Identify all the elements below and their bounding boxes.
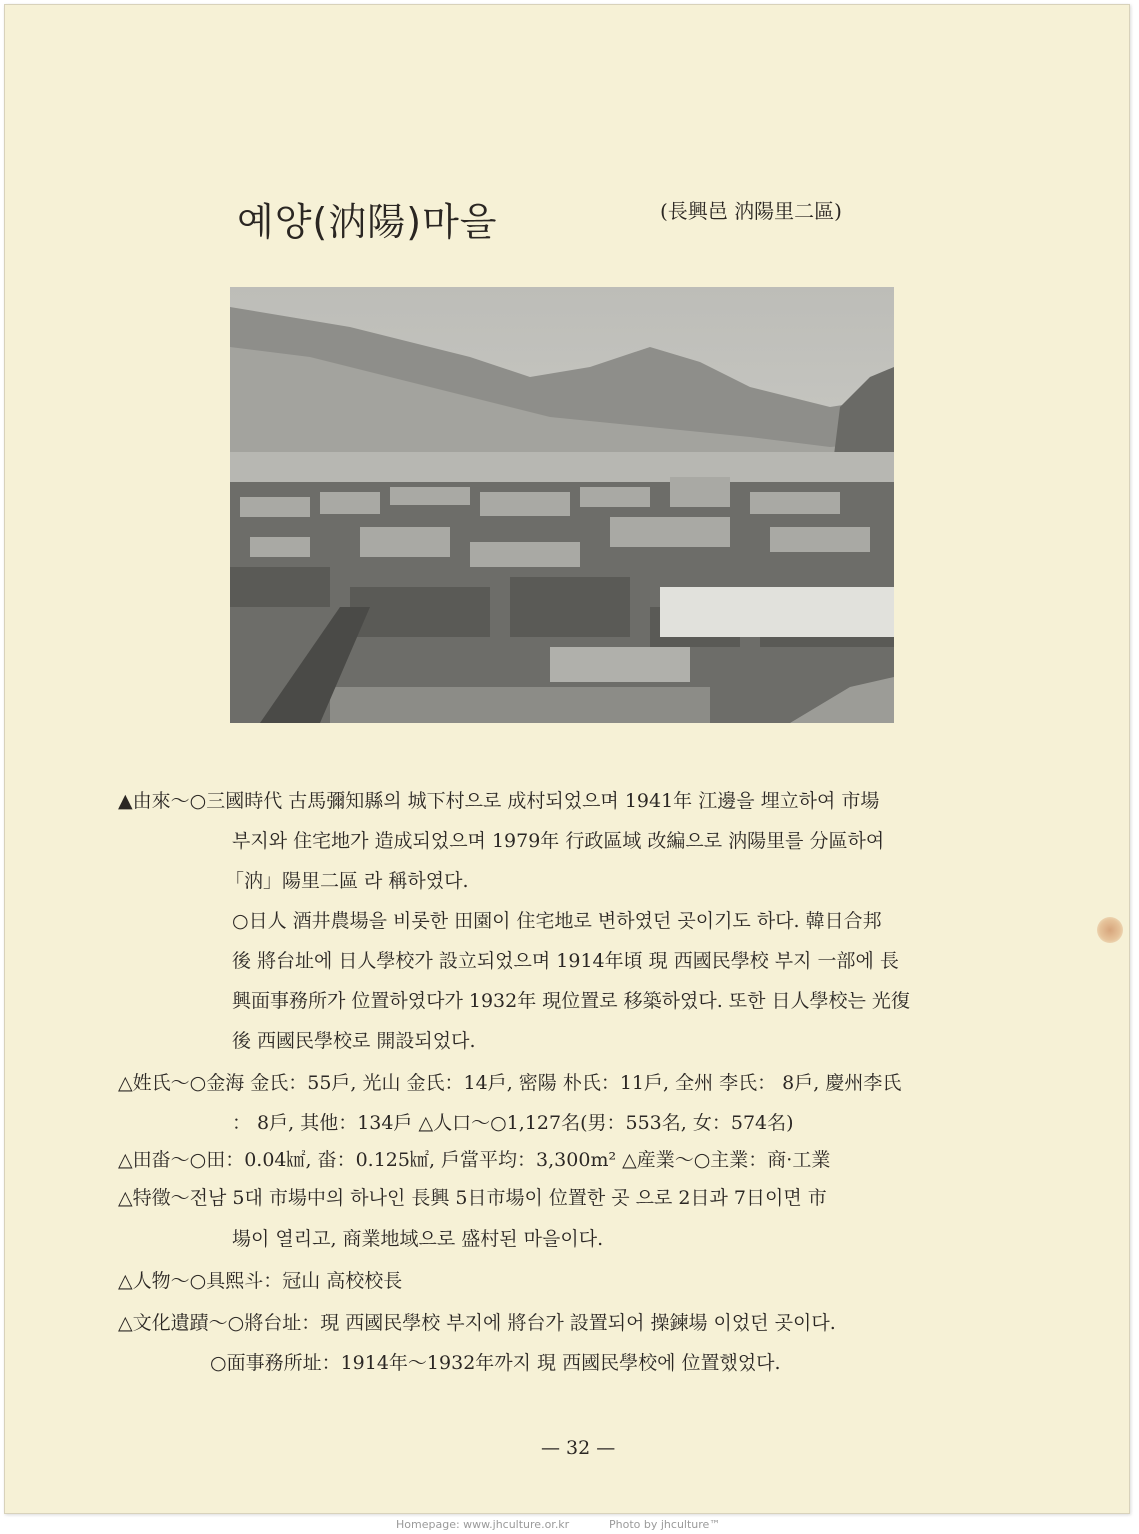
feature-line-1: △特徵～전남 5대 市場中의 하나인 長興 5日市場이 位置한 곳 으로 2日과 7日이면 市: [118, 1187, 827, 1209]
photo-credit: Photo by jhculture™: [609, 1518, 721, 1531]
village-photo: [230, 287, 894, 723]
land-line: △田畓～○田：0.04㎢, 畓：0.125㎢, 戶當平均：3,300m² △産業～○主業：商·工業: [118, 1149, 831, 1171]
person-line: △人物～○具熙斗：冠山 高校校長: [118, 1270, 403, 1292]
origin-line-3: 「汭」陽里二區 라 稱하였다.: [225, 870, 469, 892]
origin-line-2: 부지와 住宅地가 造成되었으며 1979年 行政區域 改編으로 汭陽里를 分區하여: [232, 830, 885, 852]
origin-line-7: 後 西國民學校로 開設되었다.: [232, 1030, 476, 1052]
feature-line-2: 場이 열리고, 商業地域으로 盛村된 마을이다.: [232, 1228, 604, 1250]
photo-icon: [230, 287, 894, 723]
document-page: [4, 4, 1130, 1514]
origin-line-4: ○日人 酒井農場을 비롯한 田園이 住宅地로 변하였던 곳이기도 하다. 韓日合邦: [232, 910, 882, 932]
heritage-line-1: △文化遺蹟～○將台址：現 西國民學校 부지에 將台가 設置되어 操鍊場 이었던 곳이다.: [118, 1312, 836, 1334]
origin-line-1: ▲由來～○三國時代 古馬彌知縣의 城下村으로 成村되었으며 1941年 江邊을 埋立하여 市場: [118, 790, 880, 812]
surname-line-1: △姓氏～○金海 金氏：55戶, 光山 金氏：14戶, 密陽 朴氏：11戶, 全州 李氏： 8戶, 慶州李氏: [118, 1072, 902, 1094]
heritage-line-2: ○面事務所址：1914年～1932年까지 現 西國民學校에 位置했었다.: [210, 1352, 781, 1374]
footer: [0, 1516, 1139, 1534]
paper-stain: [1097, 917, 1123, 943]
page-title: 예양(汭陽)마을: [237, 200, 498, 244]
origin-line-6: 興面事務所가 位置하였다가 1932年 現位置로 移築하였다. 또한 日人學校는 光復: [232, 990, 910, 1012]
origin-line-5: 後 將台址에 日人學校가 設立되었으며 1914年頃 現 西國民學校 부지 一部에 長: [232, 950, 899, 972]
page-number: — 32 —: [541, 1437, 616, 1459]
location-subtitle: (長興邑 汭陽里二區): [660, 199, 842, 223]
surname-line-2: ： 8戶, 其他：134戶 △人口～○1,127名(男：553名, 女：574名): [232, 1112, 794, 1134]
homepage-credit: Homepage: www.jhculture.or.kr: [396, 1518, 570, 1531]
